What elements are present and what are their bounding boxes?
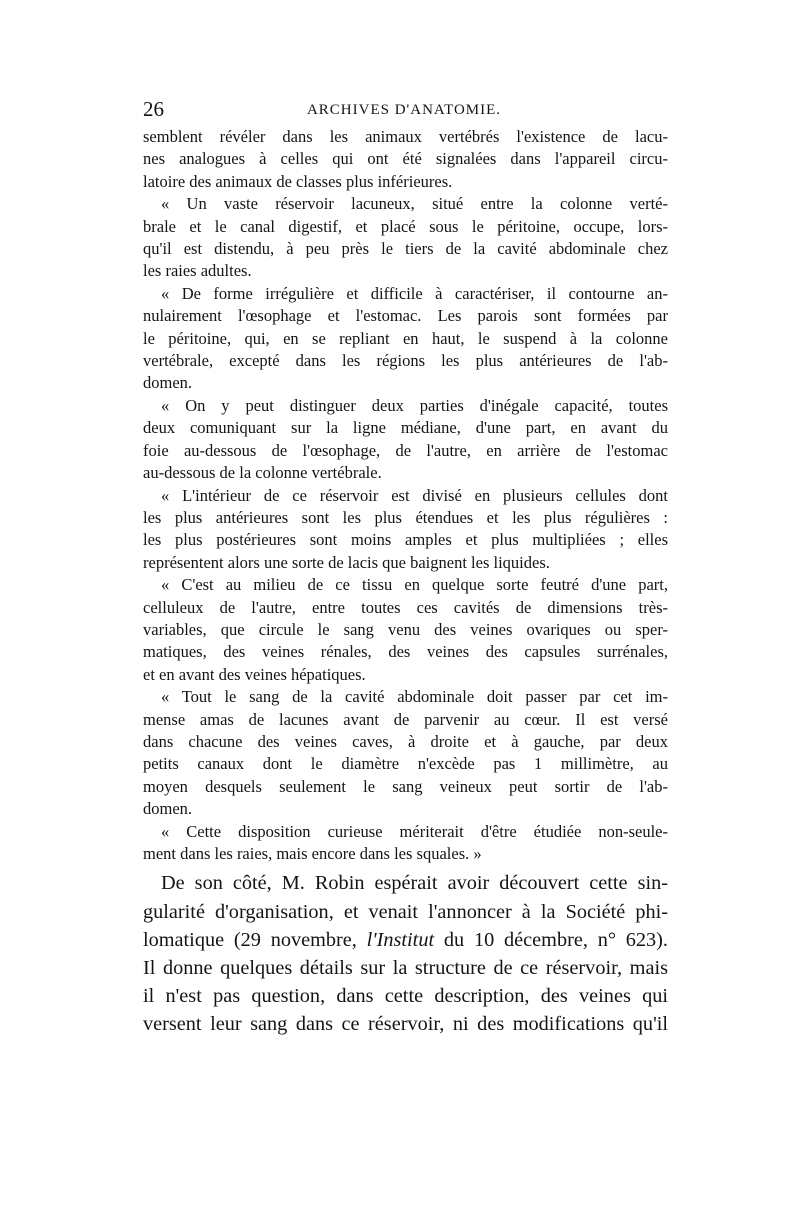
text-line: gularité d'organisation, et venait l'annoncer à la Société phi- <box>143 900 668 923</box>
text-line: il n'est pas question, dans cette description, des veines qui <box>143 985 668 1008</box>
text-line: ment dans les raies, mais encore dans les squales. » <box>143 844 482 863</box>
body-text <box>143 126 668 1039</box>
text-line: qu'il est distendu, à peu près le tiers de la cavité abdominale chez <box>143 239 668 259</box>
text-line: « On y peut distinguer deux parties d'inégale capacité, toutes <box>161 395 668 415</box>
text-line: les raies adultes. <box>143 261 252 281</box>
text-line: le péritoine, qui, en se repliant en haut, le suspend à la colonne <box>143 328 668 348</box>
text-line: semblent révéler dans les animaux vertébrés l'existence de lacu- <box>143 127 668 146</box>
text-line: « L'intérieur de ce réservoir est divisé en plusieurs cellules dont <box>161 485 668 505</box>
text-line: celluleux de l'autre, entre toutes ces cavités de dimensions très- <box>143 597 668 617</box>
quote-paragraph <box>143 686 668 820</box>
text-line: matiques, des veines rénales, des veines des capsules surrénales, <box>143 642 668 662</box>
page-number: 26 <box>143 97 164 121</box>
text-line: variables, que circule le sang venu des veines ovariques ou sper- <box>143 619 668 639</box>
text-line: mense amas de lacunes avant de parvenir au cœur. Il est versé <box>143 709 668 729</box>
text-line: petits canaux dont le diamètre n'excède pas 1 millimètre, au <box>143 754 668 774</box>
text-line: nulairement l'œsophage et l'estomac. Les parois sont formées par <box>143 306 668 326</box>
text-line: « Un vaste réservoir lacuneux, situé entre la colonne verté- <box>161 194 668 214</box>
quoted-passage <box>143 126 668 865</box>
text-line: domen. <box>143 373 193 393</box>
text-line: domen. <box>143 799 193 819</box>
quote-paragraph <box>143 126 668 193</box>
text-line: brale et le canal digestif, et placé sous le péritoine, occupe, lors- <box>143 216 668 236</box>
main-paragraph <box>143 869 668 1038</box>
text-line: versent leur sang dans ce réservoir, ni des modifications qu'il <box>143 1013 668 1036</box>
text-line: au-dessous de la colonne vertébrale. <box>143 463 382 483</box>
text-line: et en avant des veines hépatiques. <box>143 664 366 684</box>
quote-paragraph <box>143 574 668 686</box>
page-header <box>143 96 665 122</box>
text-line: foie au-dessous de l'œsophage, de l'autre, en arrière de l'estomac <box>143 440 668 460</box>
text-line: Il donne quelques détails sur la structure de ce réservoir, mais <box>143 957 668 980</box>
text-line: moyen desquels seulement le sang veineux peut sortir de l'ab- <box>143 776 668 796</box>
main-paragraph-text <box>143 869 668 1038</box>
text-line: « De forme irrégulière et difficile à caractériser, il contourne an- <box>161 283 668 303</box>
text-line: vertébrale, excepté dans les régions les plus antérieures de l'ab- <box>143 351 668 371</box>
quote-paragraph <box>143 283 668 395</box>
text-line: dans chacune des veines caves, à droite et à gauche, par deux <box>143 731 668 751</box>
quote-paragraph <box>143 193 668 283</box>
text-line: latoire des animaux de classes plus inférieures. <box>143 171 453 191</box>
text-line: nes analogues à celles qui ont été signalées dans l'appareil circu- <box>143 149 668 169</box>
quote-paragraph <box>143 395 668 485</box>
quote-paragraph <box>143 821 668 866</box>
text-line: représentent alors une sorte de lacis que baignent les liquides. <box>143 552 550 572</box>
text-line: deux comuniquant sur la ligne médiane, d'une part, en avant du <box>143 418 668 438</box>
running-title: ARCHIVES D'ANATOMIE. <box>306 102 502 118</box>
text-line: De son côté, M. Robin espérait avoir découvert cette sin- <box>161 872 668 895</box>
text-line: « Tout le sang de la cavité abdominale doit passer par cet im- <box>161 687 668 707</box>
quote-paragraph <box>143 485 668 575</box>
text-line: lomatique (29 novembre, l'Institut du 10 décembre, n° 623). <box>143 928 668 951</box>
text-line: « C'est au milieu de ce tissu en quelque sorte feutré d'une part, <box>161 575 668 595</box>
text-line: les plus antérieures sont les plus étendues et les plus régulières : <box>143 507 668 527</box>
text-line: « Cette disposition curieuse mériterait d'être étudiée non-seule- <box>161 821 668 841</box>
text-line: les plus postérieures sont moins amples et plus multipliées ; elles <box>143 530 668 550</box>
